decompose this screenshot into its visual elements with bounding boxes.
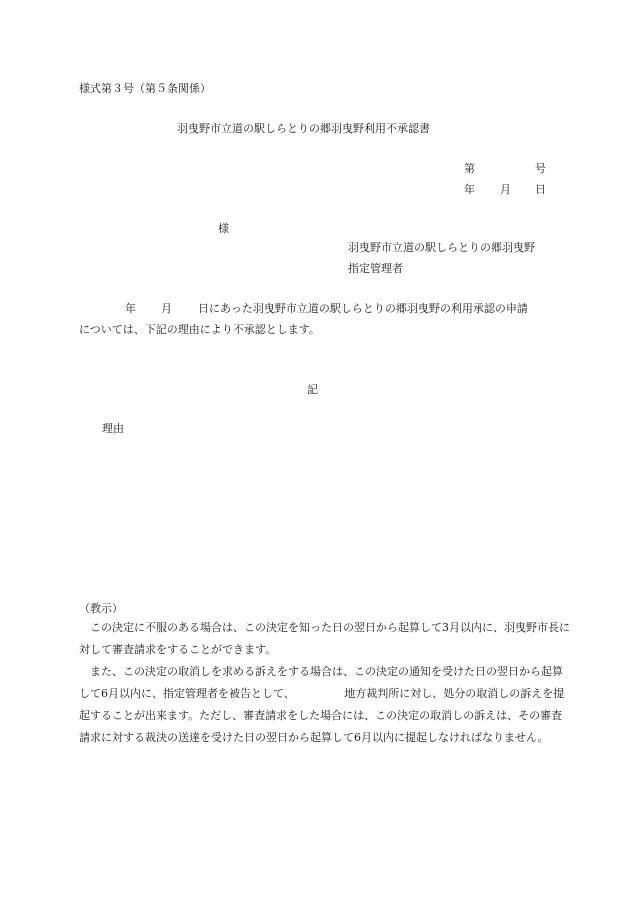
notice-line: 起することが出来ます。ただし、審査請求をした場合には、この決定の取消しの訴えは、その審査 bbox=[79, 709, 563, 722]
body-year: 年 bbox=[125, 302, 136, 315]
form-number: 様式第３号（第５条関係） bbox=[79, 82, 211, 95]
date-year: 年 bbox=[464, 183, 475, 196]
document-number-label: 第 bbox=[464, 162, 475, 175]
notice-body bbox=[79, 617, 570, 749]
date-month: 月 bbox=[500, 183, 511, 196]
addressee-suffix: 様 bbox=[218, 222, 229, 235]
notice-line: して6月以内に、指定管理者を被告として、 地方裁判所に対し、処分の取消しの訴えを提 bbox=[79, 687, 565, 700]
issuer-name: 羽曳野市立道の駅しらとりの郷羽曳野 bbox=[348, 241, 535, 254]
reason-label: 理由 bbox=[102, 422, 124, 435]
body-text-line2: については、下記の理由により不承認とします。 bbox=[79, 323, 320, 336]
notice-heading: （教示） bbox=[79, 602, 123, 615]
issuer-title: 指定管理者 bbox=[348, 262, 403, 275]
notice-line: 請求に対する裁決の送達を受けた日の翌日から起算して6月以内に提起しなければなりません。 bbox=[79, 731, 549, 744]
notice-line: 対して審査請求をすることができます。 bbox=[79, 643, 277, 656]
date-day: 日 bbox=[535, 183, 546, 196]
document-number-suffix: 号 bbox=[535, 162, 546, 175]
notice-line: また、この決定の取消しを求める訴えをする場合は、この決定の通知を受けた日の翌日から起算 bbox=[79, 665, 563, 678]
notice-line: この決定に不服のある場合は、この決定を知った日の翌日から起算して3月以内に、羽曳野市長に bbox=[79, 621, 570, 634]
ki-heading: 記 bbox=[307, 383, 318, 396]
body-month: 月 bbox=[161, 302, 172, 315]
document-title: 羽曳野市立道の駅しらとりの郷羽曳野利用不承認書 bbox=[177, 122, 430, 135]
body-text-line1: 日にあった羽曳野市立道の駅しらとりの郷羽曳野の利用承認の申請 bbox=[198, 302, 528, 315]
